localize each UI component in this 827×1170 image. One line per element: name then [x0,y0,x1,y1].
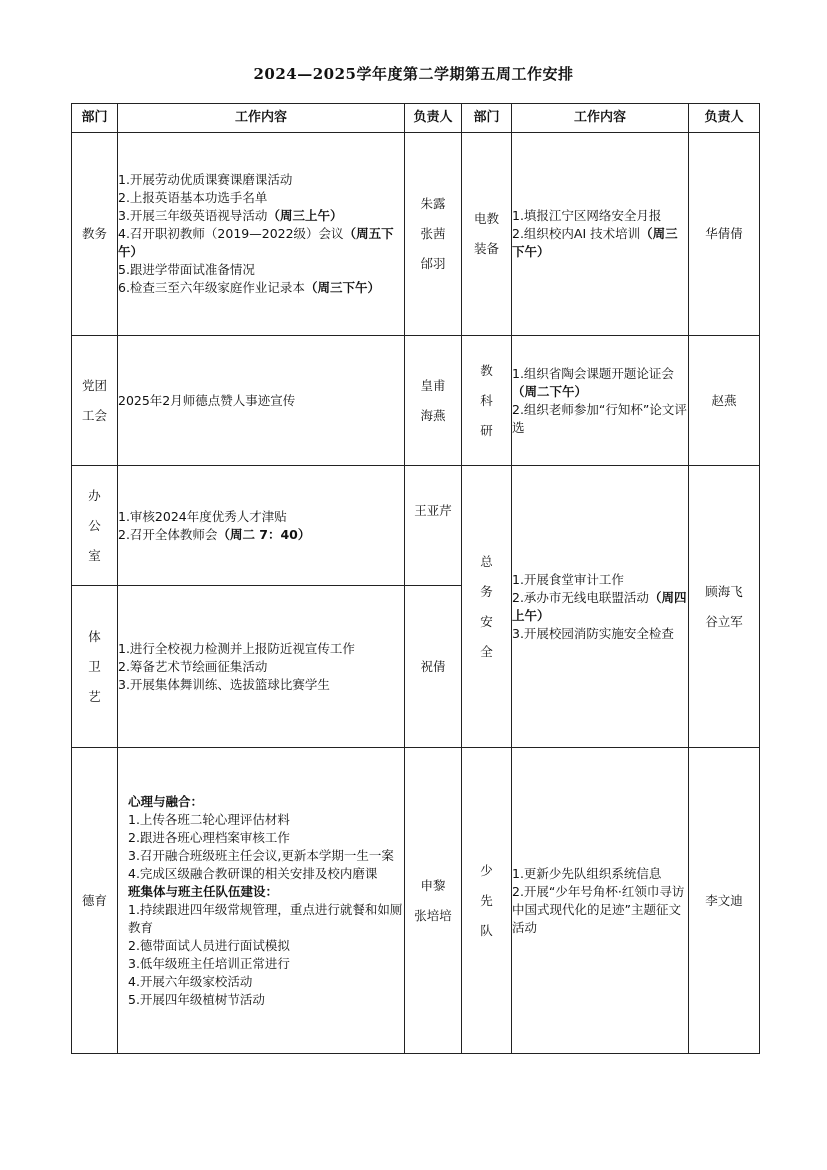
list-item: 2.筹备艺术节绘画征集活动 [118,658,268,674]
list-item: 2.跟进各班心理档案审核工作 [128,829,290,845]
header-person-2: 负责人 [689,104,760,133]
list-item: 5.跟进学带面试准备情况 [118,262,255,277]
list-item: 6.检查三至六年级家庭作业记录本（周三下午） [118,280,380,295]
content-jiaowu [118,133,405,336]
list-item: 3.召开融合班级班主任会议,更新本学期一生一案 [128,847,394,863]
header-person: 负责人 [405,104,462,133]
list-item: 2025年2月师德点赞人事迹宣传 [118,392,296,408]
person-zongwu: 顾海飞 谷立军 [689,466,760,748]
content-zongwu [512,466,689,748]
section-title: 班集体与班主任队伍建设： [128,883,279,899]
person-bangongshi: 王亚芹 [405,466,462,586]
list-item: 1.开展食堂审计工作 [512,571,624,587]
list-item: 3.开展校园消防实施安全检查 [512,625,674,641]
person-shaoxiandui: 李文迪 [689,748,760,1054]
list-item: 2.承办市无线电联盟活动（周四上午） [512,589,687,623]
person-dianjiao: 华倩倩 [689,133,760,336]
list-item: 1.上传各班二轮心理评估材料 [128,811,290,827]
list-item: 1.组织省陶会课题开题论证会（周二下午） [512,365,674,399]
list-item: 2.召开全体教师会（周二 7：40） [118,526,311,542]
list-item: 4.完成区级融合教研课的相关安排及校内磨课 [128,865,378,881]
dept-jiaowu: 教务 [72,133,118,336]
dept-dianjiao: 电教 装备 [462,133,512,336]
list-item: 1.持续跟进四年级常规管理，重点进行就餐和如厕教育 [128,901,403,935]
dept-tiweiyi: 体 卫 艺 [72,586,118,748]
person-tiweiyi: 祝倩 [405,586,462,748]
dept-zongwu: 总 务 安 全 [462,466,512,748]
dept-bangongshi: 办 公 室 [72,466,118,586]
content-deyu [118,748,405,1054]
list-item: 1.审核2024年度优秀人才津贴 [118,508,287,524]
header-content: 工作内容 [118,104,405,133]
table-row [72,748,760,1054]
person-dangtuan: 皇甫 海燕 [405,336,462,466]
person-jiaowu: 朱露 张茜 邰羽 [405,133,462,336]
header-dept: 部门 [72,104,118,133]
page-title: 2024—2025学年度第二学期第五周工作安排 [253,65,574,83]
list-item: 4.开展六年级家校活动 [128,973,253,989]
content-jiaokeyan [512,336,689,466]
list-item: 1.进行全校视力检测并上报防近视宣传工作 [118,640,355,656]
list-item: 2.上报英语基本功选手名单 [118,190,268,205]
list-item: 1.开展劳动优质课赛课磨课活动 [118,172,293,187]
content-bangongshi [118,466,405,586]
list-item: 1.填报江宁区网络安全月报 [512,208,662,223]
dept-shaoxiandui: 少 先 队 [462,748,512,1054]
table-row [72,466,760,586]
list-item: 2.组织老师参加“行知杯”论文评选 [512,401,687,435]
schedule-table [71,103,760,1054]
list-item: 5.开展四年级植树节活动 [128,991,265,1007]
table-row [72,133,760,336]
list-item: 1.更新少先队组织系统信息 [512,865,662,881]
list-item: 2.组织校内AI 技术培训（周三下午） [512,226,678,259]
content-dangtuan [118,336,405,466]
list-item: 2.开展“少年号角杯·红领巾寻访中国式现代化的足迹”主题征文活动 [512,883,685,935]
list-item: 3.低年级班主任培训正常进行 [128,955,290,971]
content-shaoxiandui [512,748,689,1054]
header-row [72,104,760,133]
list-item: 3.开展集体舞训练、选拔篮球比赛学生 [118,676,330,692]
dept-deyu: 德育 [72,748,118,1054]
table-row [72,336,760,466]
person-jiaokeyan: 赵燕 [689,336,760,466]
header-content-2: 工作内容 [512,104,689,133]
content-dianjiao [512,133,689,336]
content-tiweiyi [118,586,405,748]
list-item: 2.德带面试人员进行面试模拟 [128,937,290,953]
section-title: 心理与融合： [128,793,204,809]
list-item: 3.开展三年级英语视导活动（周三上午） [118,208,343,223]
header-dept-2: 部门 [462,104,512,133]
dept-jiaokeyan: 教 科 研 [462,336,512,466]
person-deyu: 申黎 张培培 [405,748,462,1054]
list-item: 4.召开职初教师（2019—2022级）会议（周五下午） [118,226,394,259]
dept-dangtuan: 党团 工会 [72,336,118,466]
